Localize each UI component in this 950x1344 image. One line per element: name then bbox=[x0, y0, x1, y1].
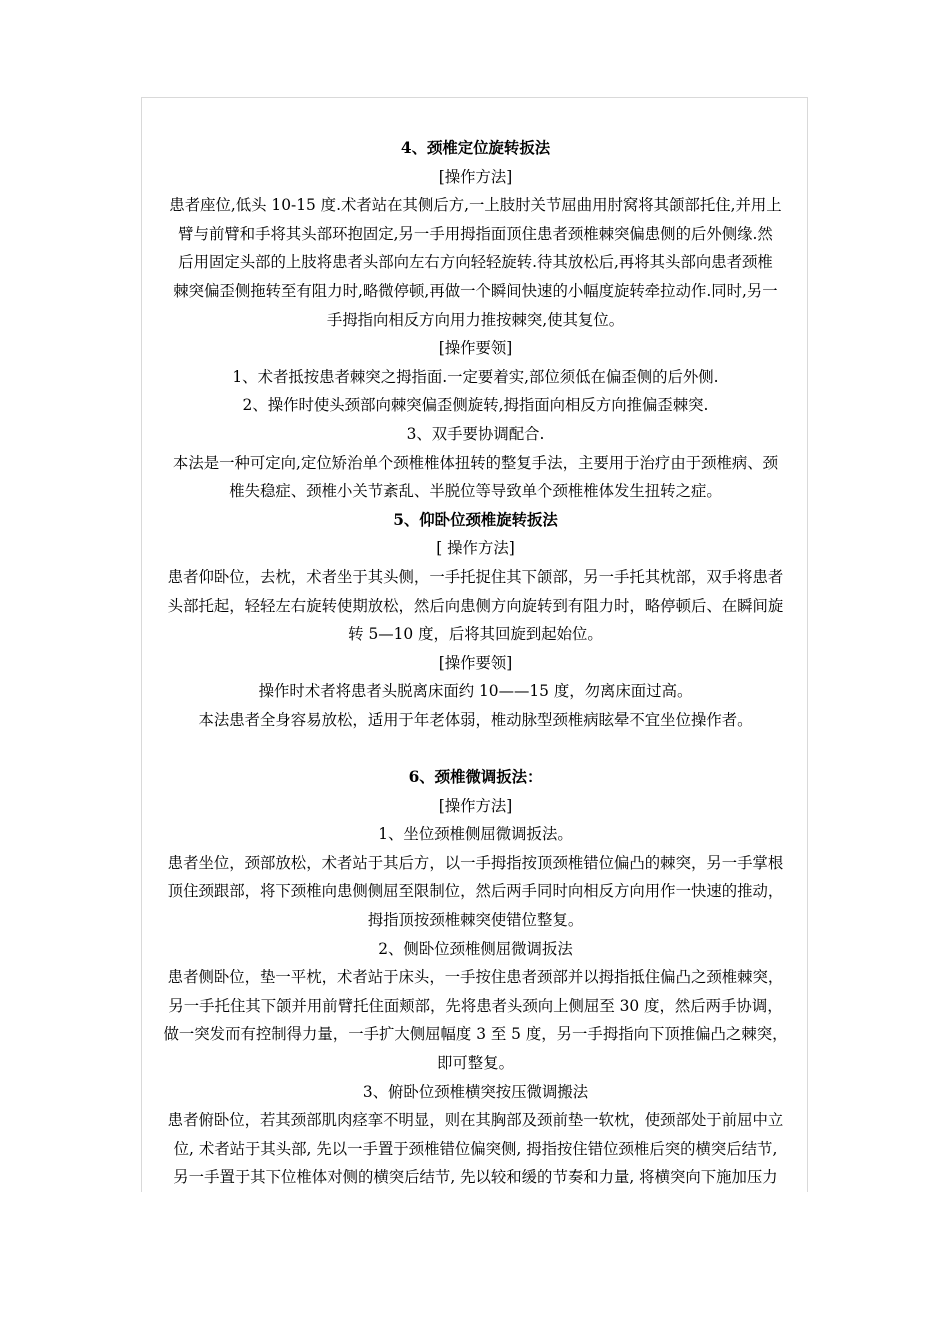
section-4-summary-line: 椎失稳症、颈椎小关节紊乱、半脱位等导致单个颈椎椎体发生扭转之症。 bbox=[229, 482, 722, 501]
section-5-point: 本法患者全身容易放松，适用于年老体弱，椎动脉型颈椎病眩晕不宜坐位操作者。 bbox=[198, 710, 753, 729]
section-4-point: 2、操作时使头颈部向棘突偏歪侧旋转,拇指面向相反方向推偏歪棘突. bbox=[242, 396, 709, 415]
section-6-sub1-line: 患者坐位，颈部放松，术者站于其后方，以一手拇指按顶颈椎错位偏凸的棘突，另一手掌根 bbox=[167, 853, 784, 872]
section-6-sub2-line: 另一手托住其下颌并用前臂托住面颊部，先将患者头颈向上侧屈至 30 度，然后两手协调， bbox=[168, 996, 783, 1015]
document-body bbox=[146, 134, 805, 1192]
section-4-points-label: [操作要领] bbox=[438, 339, 513, 358]
section-6-sub2-line: 患者侧卧位，垫一平枕，术者站于床头，一手按住患者颈部并以拇指抵住偏凸之颈椎棘突， bbox=[167, 968, 784, 987]
section-5-method-line: 患者仰卧位，去枕，术者坐于其头侧，一手托捉住其下颌部，另一手托其枕部，双手将患者 bbox=[167, 567, 784, 586]
section-6-sub3-line: 位, 术者站于其头部, 先以一手置于颈椎错位偏突侧, 拇指按住错位颈椎后突的横突后结节, bbox=[173, 1139, 778, 1158]
section-4-method-line: 手拇指向相反方向用力推按棘突,使其复位。 bbox=[326, 310, 625, 329]
document-frame bbox=[141, 97, 808, 1192]
section-5-method-line: 转 5—10 度，后将其回旋到起始位。 bbox=[348, 625, 603, 644]
section-6-sub2-title: 2、侧卧位颈椎侧屈微调扳法 bbox=[378, 939, 573, 958]
section-4-method-label: [操作方法] bbox=[438, 167, 513, 186]
section-spacer bbox=[146, 734, 805, 763]
section-4-point: 3、双手要协调配合. bbox=[406, 424, 545, 443]
section-6-sub3-title: 3、俯卧位颈椎横突按压微调搬法 bbox=[362, 1082, 589, 1101]
section-4-method-line: 后用固定头部的上肢将患者头部向左右方向轻轻旋转.待其放松后,再将其头部向患者颈椎 bbox=[178, 253, 773, 272]
section-6-sub2-line: 即可整复。 bbox=[437, 1054, 514, 1072]
section-5-title: 5、仰卧位颈椎旋转扳法 bbox=[393, 510, 558, 529]
section-5-method-label: [ 操作方法] bbox=[436, 539, 515, 558]
section-6-title: 6、颈椎微调扳法： bbox=[408, 768, 543, 787]
section-4-method-line: 棘突偏歪侧拖转至有阻力时,略微停顿,再做一个瞬间快速的小幅度旋转牵拉动作.同时,另一 bbox=[173, 281, 778, 300]
section-6-sub3-line: 另一手置于其下位椎体对侧的横突后结节, 先以较和缓的节奏和力量, 将横突向下施加压力 bbox=[173, 1168, 778, 1187]
section-4-summary-line: 本法是一种可定向,定位矫治单个颈椎椎体扭转的整复手法，主要用于治疗由于颈椎病、颈 bbox=[172, 453, 779, 472]
section-6-method-label: [操作方法] bbox=[438, 796, 513, 815]
section-5-method-line: 头部托起，轻轻左右旋转使期放松，然后向患侧方向旋转到有阻力时，略停顿后、在瞬间旋 bbox=[167, 596, 784, 615]
section-6-sub1-line: 拇指顶按颈椎棘突使错位整复。 bbox=[367, 911, 584, 930]
section-6-sub3-line: 患者俯卧位，若其颈部肌肉痉挛不明显，则在其胸部及颈前垫一软枕，使颈部处于前屈中立 bbox=[167, 1111, 784, 1130]
section-5-point: 操作时术者将患者头脱离床面约 10——15 度，勿离床面过高。 bbox=[258, 682, 693, 701]
section-4-method-line: 臂与前臂和手将其头部环抱固定,另一手用拇指面顶住患者颈椎棘突偏患侧的后外侧缘.然 bbox=[178, 224, 773, 243]
section-6-sub1-title: 1、坐位颈椎侧屈微调扳法。 bbox=[378, 825, 573, 844]
section-4-method-line: 患者座位,低头 10-15 度.术者站在其侧后方,一上肢肘关节屈曲用肘窝将其颌部托住,并用上 bbox=[169, 196, 782, 215]
section-6-sub1-line: 顶住颈跟部，将下颈椎向患侧侧屈至限制位，然后两手同时向相反方向用作一快速的推动， bbox=[167, 882, 784, 901]
section-5-points-label: [操作要领] bbox=[438, 653, 513, 672]
section-4-point: 1、术者抵按患者棘突之拇指面.一定要着实,部位须低在偏歪侧的后外侧. bbox=[232, 367, 719, 386]
section-4-title: 4、颈椎定位旋转扳法 bbox=[400, 139, 551, 157]
section-6-sub2-line: 做一突发而有控制得力量，一手扩大侧屈幅度 3 至 5 度，另一手拇指向下顶推偏凸之棘突， bbox=[163, 1025, 788, 1044]
